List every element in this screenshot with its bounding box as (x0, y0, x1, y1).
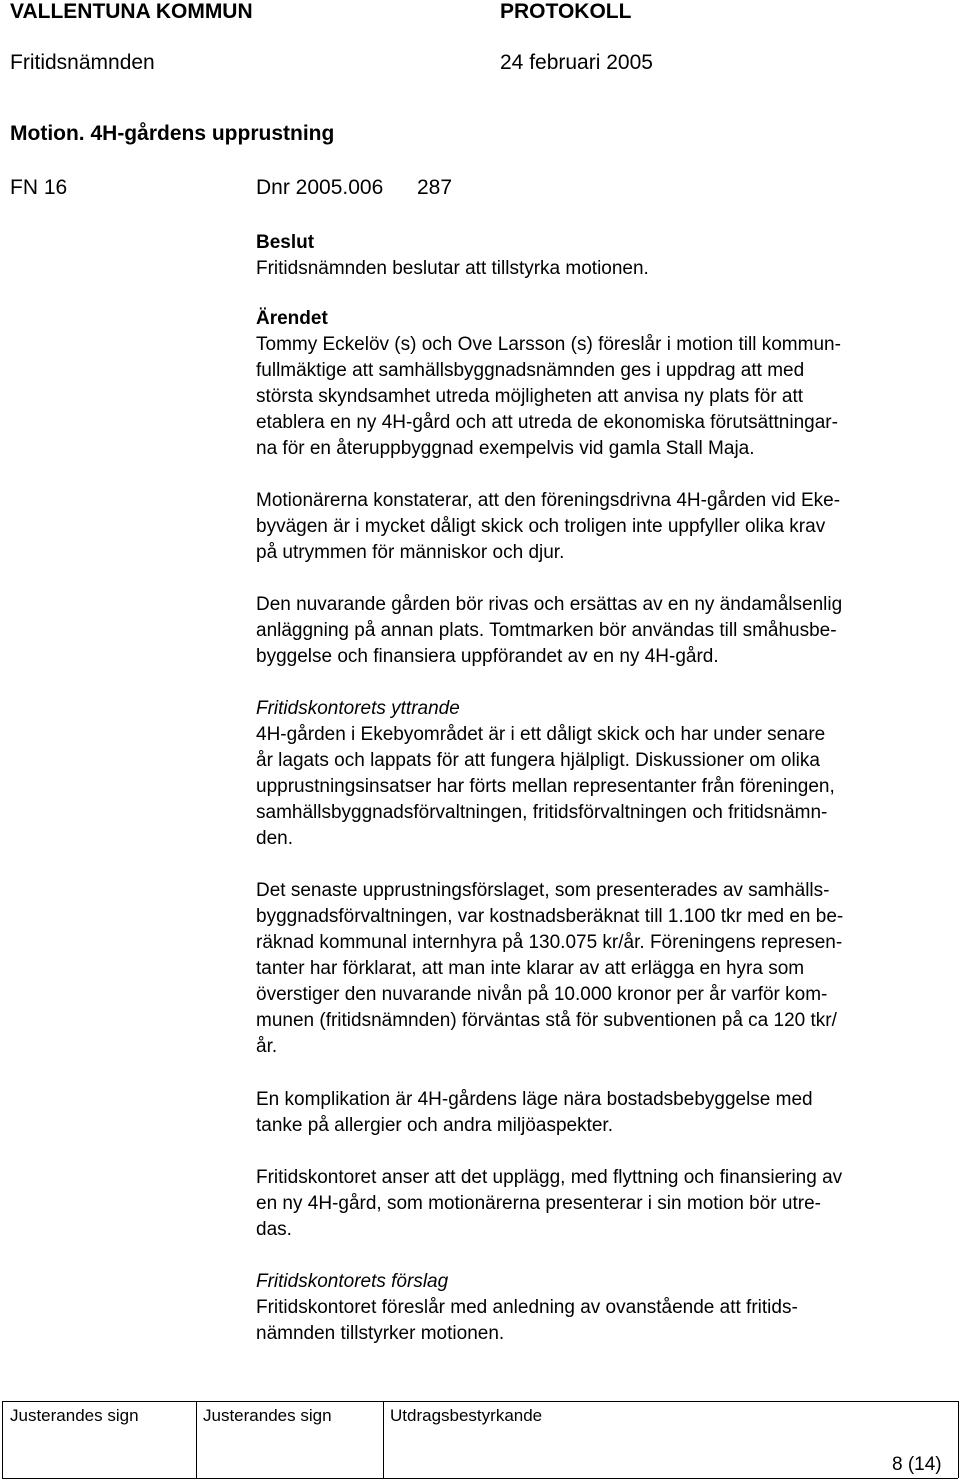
arendet-heading: Ärendet (256, 308, 328, 329)
forslag-line: nämnden tillstyrker motionen. (256, 1323, 505, 1344)
footer-divider (383, 1401, 384, 1478)
meeting-date: 24 februari 2005 (500, 51, 653, 74)
paragraph-nuvarande (256, 592, 956, 670)
arendet-line: fullmäktige att samhällsbyggnadsnämnden ges i uppdrag att med (256, 360, 805, 381)
forslag-heading: Fritidskontorets förslag (256, 1271, 449, 1292)
yttrande-line: upprustningsinsatser har förts mellan representanter från föreningen, (256, 776, 835, 797)
paragraph-line: tanter har förklarat, att man inte klarar av att erlägga en hyra som (256, 958, 805, 979)
beslut-heading: Beslut (256, 232, 315, 253)
yttrande-section (256, 696, 956, 852)
arendet-line: etablera en ny 4H-gård och att utreda de ekonomiska förutsättningar- (256, 412, 838, 433)
paragraph-line: en ny 4H-gård, som motionärerna presenterar i sin motion bör utre- (256, 1193, 821, 1214)
org-name: VALLENTUNA KOMMUN (10, 0, 253, 23)
forslag-line: Fritidskontoret föreslår med anledning av ovanstående att fritids- (256, 1297, 798, 1318)
arendet-line: na för en återuppbyggnad exempelvis vid gamla Stall Maja. (256, 438, 755, 459)
paragraph-line: byvägen är i mycket dåligt skick och troligen inte uppfyller olika krav (256, 516, 826, 537)
paragraph-line: byggnadsförvaltningen, var kostnadsberäknat till 1.100 tkr med en be- (256, 906, 844, 927)
paragraph-line: överstiger den nuvarande nivån på 10.000 kronor per år varför kom- (256, 984, 828, 1005)
committee-name: Fritidsnämnden (10, 51, 155, 74)
paragraph-line: munen (fritidsnämnden) förväntas stå för subventionen på ca 120 tkr/ (256, 1010, 837, 1031)
paragraph-upplagg (256, 1165, 956, 1243)
arendet-section (256, 306, 956, 462)
yttrande-line: den. (256, 828, 293, 849)
beslut-line: Fritidsnämnden beslutar att tillstyrka motionen. (256, 258, 649, 279)
paragraph-line: tanke på allergier och andra miljöaspekter. (256, 1115, 613, 1136)
yttrande-heading: Fritidskontorets yttrande (256, 698, 460, 719)
footer-divider (2, 1401, 3, 1478)
paragraph-line: En komplikation är 4H-gårdens läge nära bostadsbebyggelse med (256, 1089, 813, 1110)
dnr-number: Dnr 2005.006 (256, 176, 384, 199)
yttrande-line: 4H-gården i Ekebyområdet är i ett dåligt skick och har under senare (256, 724, 826, 745)
fn-number: FN 16 (10, 176, 68, 199)
paragraph-upprustningsforslag (256, 878, 956, 1060)
paragraph-line: Fritidskontoret anser att det upplägg, med flyttning och finansiering av (256, 1167, 843, 1188)
paragraph-line: år. (256, 1036, 278, 1057)
beslut-section (256, 230, 956, 282)
paragraph-komplikation (256, 1087, 956, 1139)
page-title: Motion. 4H-gårdens upprustning (10, 122, 335, 145)
paragraph-line: på utrymmen för människor och djur. (256, 542, 565, 563)
yttrande-line: år lagats och lappats för att fungera hjälpligt. Diskussioner om olika (256, 750, 820, 771)
arendet-line: största skyndsamhet utreda möjligheten att anvisa ny plats för att (256, 386, 804, 407)
footer-extract: Utdragsbestyrkande (390, 1406, 543, 1425)
paragraph-line: byggelse och finansiera uppförandet av en ny 4H-gård. (256, 646, 719, 667)
paragraph-motionarerna (256, 488, 956, 566)
paragraph-line: räknad kommunal internhyra på 130.075 kr/år. Föreningens represen- (256, 932, 843, 953)
paragraph-line: Motionärerna konstaterar, att den föreningsdrivna 4H-gården vid Eke- (256, 490, 841, 511)
footer-sign-1: Justerandes sign (10, 1406, 139, 1425)
footer-bottom-rule (2, 1478, 958, 1479)
footer-sign-2: Justerandes sign (203, 1406, 332, 1425)
paragraph-line: Det senaste upprustningsförslaget, som presenterades av samhälls- (256, 880, 830, 901)
footer-divider (196, 1401, 197, 1478)
paragraph-line: Den nuvarande gården bör rivas och ersättas av en ny ändamålsenlig (256, 594, 843, 615)
forslag-section (256, 1269, 956, 1347)
case-number: 287 (417, 176, 453, 199)
paragraph-line: das. (256, 1219, 292, 1240)
paragraph-line: anläggning på annan plats. Tomtmarken bör användas till småhusbe- (256, 620, 837, 641)
footer-top-rule (2, 1401, 958, 1402)
footer-divider (958, 1401, 959, 1478)
doc-type: PROTOKOLL (500, 0, 632, 23)
page-number: 8 (14) (892, 1454, 942, 1475)
yttrande-line: samhällsbyggnadsförvaltningen, fritidsförvaltningen och fritidsnämn- (256, 802, 828, 823)
arendet-line: Tommy Eckelöv (s) och Ove Larsson (s) föreslår i motion till kommun- (256, 334, 841, 355)
